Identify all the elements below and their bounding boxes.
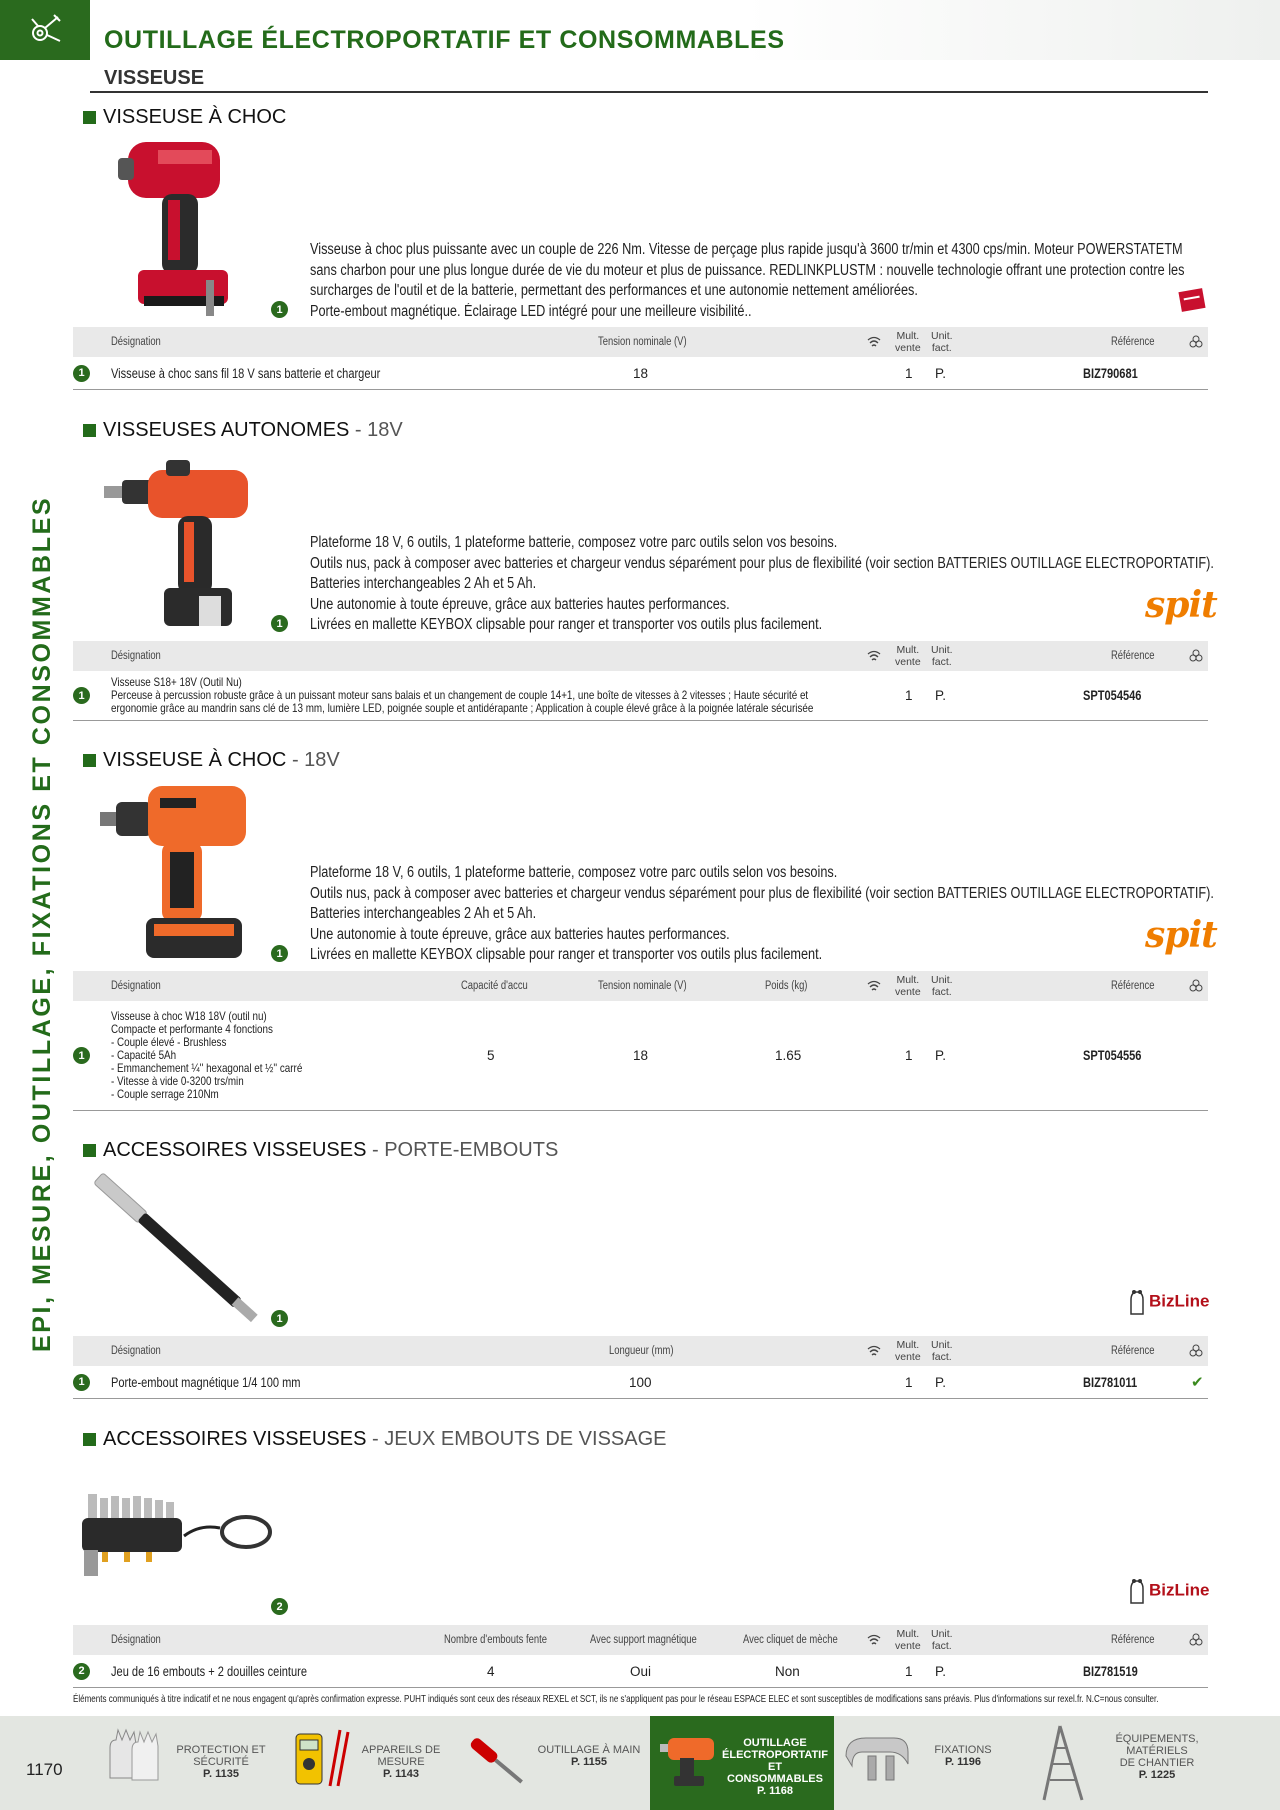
page-title: OUTILLAGE ÉLECTROPORTATIF ET CONSOMMABLES [104, 26, 785, 54]
section-bullet [83, 424, 96, 437]
table-row[interactable] [73, 1001, 1208, 1111]
row-unit: P. [935, 1374, 947, 1390]
row-badge: 2 [73, 1663, 90, 1680]
description-line: Visseuse à choc plus puissante avec un couple de 226 Nm. Vitesse de perçage plus rapide jusqu'à 3600 tr/min et 4300 cps/min. Moteur POWERSTATETM [310, 241, 1183, 258]
row-designation-detail: - Capacité 5Ah [111, 1048, 177, 1062]
bizline-logo-text: BizLine [1149, 1580, 1210, 1600]
bizline-logo-text: BizLine [1149, 1291, 1210, 1311]
page-subtitle: VISSEUSE [104, 67, 205, 89]
footer-nav-label: FIXATIONS [934, 1744, 992, 1756]
description-line: Plateforme 18 V, 6 outils, 1 plateforme batterie, composez votre parc outils selon vos besoins. [310, 534, 838, 551]
section-title-visseuses-autonomes [83, 419, 403, 442]
row-reference[interactable]: BIZ781011 [1083, 1374, 1138, 1390]
row-mult: 1 [905, 1048, 913, 1063]
row-cliquet: Non [775, 1663, 800, 1679]
footer-nav-label: OUTILLAGE À MAIN [537, 1744, 641, 1756]
row-designation-detail: Compacte et performante 4 fonctions [111, 1022, 273, 1036]
footer-nav-page: P. 1135 [203, 1768, 239, 1780]
section-accent-text: 18V [367, 419, 403, 441]
row-designation: Visseuse S18+ 18V (Outil Nu) [111, 675, 242, 689]
header-divider [90, 91, 1208, 93]
multimeter-icon [292, 1726, 352, 1790]
description-line: Batteries interchangeables 2 Ah et 5 Ah. [310, 575, 537, 592]
bizline-logo [1127, 1577, 1209, 1605]
footer-nav-label: APPAREILS DE MESURE [361, 1744, 441, 1768]
section-title-text: VISSEUSE À CHOC [103, 106, 287, 128]
product-badge: 1 [271, 945, 288, 962]
description-line: Porte-embout magnétique. Éclairage LED intégré pour une meilleure visibilité.. [310, 302, 752, 320]
row-unit: P. [935, 1048, 947, 1063]
row-reference[interactable]: SPT054546 [1083, 688, 1142, 703]
wifi-icon [867, 650, 881, 662]
spit-logo: spit [1145, 584, 1217, 626]
row-reference[interactable]: BIZ790681 [1083, 365, 1138, 381]
ladder-icon [1038, 1724, 1088, 1802]
wifi-icon [867, 336, 881, 348]
row-tension: 18 [633, 365, 649, 381]
description-line: Une autonomie à toute épreuve, grâce aux batteries hautes performances. [310, 925, 730, 943]
table-row[interactable] [73, 1366, 1208, 1399]
col-reference: Référence [1111, 980, 1155, 992]
row-badge: 1 [73, 1047, 90, 1064]
description-line: Outils nus, pack à composer avec batteries et chargeur vendus séparément pour plus de flexibilité (voir section BATTERIES OUTILLAGE ELECTROPORTATIF). [310, 884, 1214, 902]
row-designation: Visseuse à choc W18 18V (outil nu) [111, 1009, 267, 1023]
section-title-jeux-embouts [83, 1428, 667, 1451]
col-unit-2: fact. [931, 986, 952, 998]
footer-nav-label: PROTECTION ET SÉCURITÉ [176, 1744, 266, 1768]
col-designation: Désignation [111, 336, 161, 348]
col-designation: Désignation [111, 1634, 161, 1646]
col-unit-2: fact. [931, 1351, 952, 1363]
bit-set-image [80, 1488, 276, 1588]
footer-nav-label: ÉQUIPEMENTS, MATÉRIELS [1115, 1733, 1199, 1757]
wifi-icon [867, 1634, 881, 1646]
col-unit: Unit. [931, 1339, 953, 1351]
row-designation: Visseuse à choc sans fil 18 V sans batterie et chargeur [111, 365, 381, 381]
footer-nav-page: P. 1155 [571, 1756, 607, 1768]
impact-driver-spit-w18-image [100, 776, 252, 966]
section-title-accent: - 18V [349, 419, 403, 441]
col-mult: Mult. [896, 644, 920, 656]
section-title-visseuse-choc-18v [83, 749, 340, 772]
row-reference[interactable]: BIZ781519 [1083, 1663, 1138, 1679]
section-title-text: ACCESSOIRES VISSEUSES [103, 1139, 367, 1161]
tools-icon [26, 11, 64, 49]
row-designation-detail: - Couple serrage 210Nm [111, 1087, 219, 1101]
table-header [73, 641, 1208, 671]
section-title-accent: - JEUX EMBOUTS DE VISSAGE [366, 1428, 667, 1450]
footer-nav-label-2: ET CONSOMMABLES [727, 1761, 823, 1785]
footer-nav-page: P. 1225 [1138, 1769, 1176, 1781]
col-mult: Mult. [896, 974, 920, 986]
row-nb-embouts: 4 [487, 1663, 495, 1679]
table-header [73, 1625, 1208, 1655]
col-nb-embouts: Nombre d'embouts fente [444, 1634, 547, 1646]
col-mult-2: vente [895, 1640, 921, 1652]
table-row[interactable] [73, 671, 1208, 721]
row-unit: P. [935, 365, 947, 381]
description-line: Batteries interchangeables 2 Ah et 5 Ah. [310, 905, 537, 922]
product-badge: 1 [271, 301, 288, 318]
col-reference: Référence [1111, 650, 1155, 662]
screwdriver-icon [462, 1728, 532, 1792]
footer-nav-page: P. 1143 [383, 1768, 419, 1780]
stock-icon [1189, 1344, 1203, 1358]
section-title-accent: - PORTE-EMBOUTS [366, 1139, 559, 1161]
section-description [310, 240, 1185, 322]
section-title-text: VISSEUSE À CHOC [103, 749, 287, 771]
bit-holder-image [88, 1168, 268, 1338]
footer-nav-equipements[interactable] [1030, 1716, 1240, 1810]
col-unit-2: fact. [931, 342, 952, 354]
row-mult: 1 [905, 1663, 913, 1679]
disclaimer: Éléments communiqués à titre indicatif et ne nous engagent qu'après confirmation expresse. PUHT indiqués sont ceux des réseaux REXEL et SCT, ils ne s'appliquent pas pour le réseau ESPACE ELEC et sont susceptibles de modifications sans préavis. Plus d'informations sur rexel.fr. N.C=nous consulter. [73, 1694, 1159, 1705]
col-tension: Tension nominale (V) [598, 980, 687, 992]
description-line: surcharges de l'outil et de la batterie, permettant des performances et une autonomie nettement améliorées. [310, 282, 918, 299]
row-badge: 1 [73, 365, 90, 382]
col-mult-2: vente [895, 656, 921, 668]
description-line: sans charbon pour une plus longue durée de vie du moteur et plus de puissance. REDLINKPLUSTM : nouvelle technologie offrant une protection contre les [310, 261, 1185, 279]
section-bullet [83, 754, 96, 767]
row-designation-detail: ergonomie grâce au mandrin sans clé de 13 mm, lumière LED, poignée souple et antidérapante ; Application à couple élevé grâce à la poignée latérale sécurisée [111, 701, 814, 715]
in-stock-check-icon: ✔ [1191, 1374, 1204, 1391]
product-badge: 1 [271, 615, 288, 632]
footer-nav-electroportatif[interactable] [650, 1716, 834, 1810]
section-accent-text: JEUX EMBOUTS DE VISSAGE [384, 1428, 667, 1450]
col-unit-2: fact. [931, 1640, 952, 1652]
section-bullet [83, 111, 96, 124]
description-line: Une autonomie à toute épreuve, grâce aux batteries hautes performances. [310, 595, 730, 613]
section-title-accent: - 18V [286, 749, 340, 771]
description-line: Outils nus, pack à composer avec batteries et chargeur vendus séparément pour plus de flexibilité (voir section BATTERIES OUTILLAGE ELECTROPORTATIF). [310, 554, 1214, 572]
col-unit-2: fact. [931, 656, 952, 668]
row-designation-detail: - Couple élevé - Brushless [111, 1035, 227, 1049]
col-reference: Référence [1111, 1634, 1155, 1646]
col-designation: Désignation [111, 1345, 161, 1357]
fixings-icon [842, 1726, 912, 1786]
gloves-icon [102, 1726, 164, 1786]
row-badge: 1 [73, 687, 90, 704]
col-mult: Mult. [896, 330, 920, 342]
row-designation: Jeu de 16 embouts + 2 douilles ceinture [111, 1663, 308, 1679]
stock-icon [1189, 335, 1203, 349]
power-tool-icon [658, 1730, 722, 1790]
stock-icon [1189, 1633, 1203, 1647]
row-unit: P. [935, 1663, 947, 1679]
product-badge: 2 [271, 1598, 288, 1615]
row-mult: 1 [905, 688, 913, 703]
row-longueur: 100 [629, 1374, 652, 1390]
col-mult-2: vente [895, 342, 921, 354]
footer-nav-fixations[interactable] [836, 1716, 1016, 1810]
table-row[interactable] [73, 357, 1208, 390]
wifi-icon [867, 1345, 881, 1357]
col-cliquet: Avec cliquet de mèche [743, 1634, 838, 1646]
section-title-porte-embouts [83, 1139, 558, 1162]
description-line: Livrées en mallette KEYBOX clipsable pour ranger et transporter vos outils plus facilement. [310, 946, 823, 963]
col-designation: Désignation [111, 980, 161, 992]
wifi-icon [867, 980, 881, 992]
footer-nav-page: P. 1196 [945, 1756, 981, 1768]
row-poids: 1.65 [775, 1048, 802, 1063]
col-support-mag: Avec support magnétique [590, 1634, 697, 1646]
bizline-bear-icon [1127, 1577, 1147, 1605]
col-mult: Mult. [896, 1339, 920, 1351]
col-unit: Unit. [931, 644, 953, 656]
col-unit: Unit. [931, 1628, 953, 1640]
row-mult: 1 [905, 365, 913, 381]
milwaukee-logo [1178, 284, 1206, 314]
footer-nav-page: P. 1168 [757, 1785, 793, 1797]
col-mult-2: vente [895, 986, 921, 998]
row-mult: 1 [905, 1374, 913, 1390]
section-bullet [83, 1144, 96, 1157]
col-reference: Référence [1111, 336, 1155, 348]
table-row[interactable] [73, 1655, 1208, 1688]
side-category-title: EPI, MESURE, OUTILLAGE, FIXATIONS ET CONSOMMABLES [28, 495, 56, 1352]
section-title-text: ACCESSOIRES VISSEUSES [103, 1428, 367, 1450]
row-designation-detail: - Emmanchement ¼'' hexagonal et ½'' carré [111, 1061, 303, 1075]
col-poids: Poids (kg) [765, 980, 808, 992]
col-reference: Référence [1111, 1345, 1155, 1357]
bizline-bear-icon [1127, 1288, 1147, 1316]
page-number: 1170 [26, 1760, 63, 1779]
impact-driver-milwaukee-image [118, 130, 238, 320]
col-unit: Unit. [931, 330, 953, 342]
footer-nav-label-2: DE CHANTIER [1119, 1757, 1195, 1769]
col-longueur: Longueur (mm) [609, 1345, 674, 1357]
row-capacite: 5 [487, 1048, 495, 1063]
row-support-mag: Oui [630, 1663, 652, 1679]
row-designation: Porte-embout magnétique 1/4 100 mm [111, 1374, 301, 1390]
category-icon-tile [0, 0, 90, 60]
row-reference[interactable]: SPT054556 [1083, 1048, 1142, 1063]
row-designation-detail: - Vitesse à vide 0-3200 trs/min [111, 1074, 244, 1088]
description-line: Livrées en mallette KEYBOX clipsable pour ranger et transporter vos outils plus facilement. [310, 616, 823, 633]
stock-icon [1189, 649, 1203, 663]
product-badge: 1 [271, 1310, 288, 1327]
col-capacite: Capacité d'accu [461, 980, 528, 992]
table-header [73, 971, 1208, 1001]
stock-icon [1189, 979, 1203, 993]
col-mult: Mult. [896, 1628, 920, 1640]
row-badge: 1 [73, 1374, 90, 1391]
col-unit: Unit. [931, 974, 953, 986]
col-tension: Tension nominale (V) [598, 336, 687, 348]
section-accent-text: PORTE-EMBOUTS [384, 1139, 559, 1161]
footer-nav-outillage-main[interactable] [462, 1716, 642, 1810]
table-header [73, 327, 1208, 357]
row-designation-detail: Perceuse à percussion robuste grâce à un puissant moteur sans balais et un changement de couple 14+1, une boîte de vitesses à 2 vitesses ; Haute sécurité et [111, 688, 809, 702]
section-accent-text: 18V [304, 749, 340, 771]
col-designation: Désignation [111, 650, 161, 662]
footer-nav-label: OUTILLAGE ÉLECTROPORTATIF [722, 1737, 828, 1761]
bizline-logo [1127, 1288, 1209, 1316]
section-title-visseuse-choc [83, 106, 286, 129]
row-tension: 18 [633, 1048, 649, 1063]
footer-nav-mesure[interactable] [284, 1716, 464, 1810]
footer-nav-protection[interactable] [96, 1716, 276, 1810]
row-unit: P. [935, 688, 947, 703]
section-bullet [83, 1433, 96, 1446]
col-mult-2: vente [895, 1351, 921, 1363]
table-header [73, 1336, 1208, 1366]
description-line: Plateforme 18 V, 6 outils, 1 plateforme batterie, composez votre parc outils selon vos besoins. [310, 864, 838, 881]
drill-spit-s18-image [104, 446, 254, 636]
section-title-text: VISSEUSES AUTONOMES [103, 419, 350, 441]
spit-logo: spit [1145, 914, 1217, 956]
